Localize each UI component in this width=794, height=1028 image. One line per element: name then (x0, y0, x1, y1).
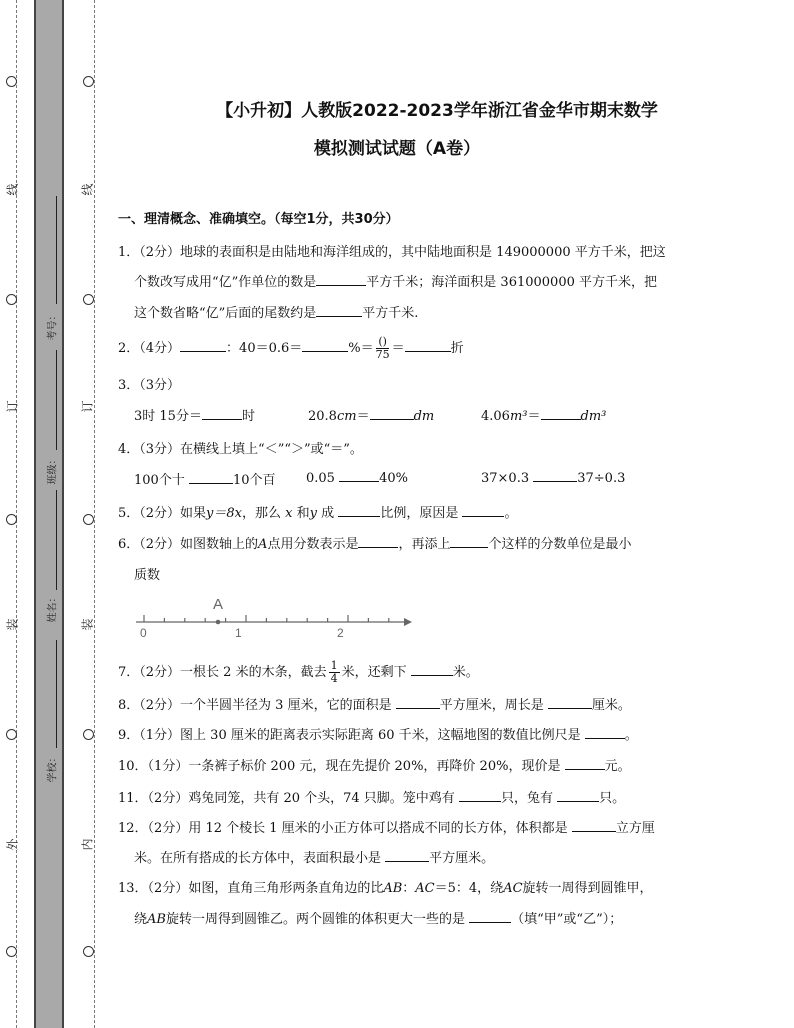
q4-blank-2[interactable] (339, 469, 379, 482)
q4-blank-3[interactable] (533, 469, 577, 482)
q1-line2 (134, 271, 657, 290)
q5-text: 比例，原因是 (380, 506, 459, 521)
field-name-line[interactable] (56, 490, 57, 590)
inner-char-zhuang: 装 (80, 618, 95, 631)
q4-item-b (306, 469, 408, 486)
q4-text: 100个十 (134, 473, 185, 488)
q2-text: 折 (450, 341, 464, 356)
q4-blank-1[interactable] (189, 471, 233, 484)
number-line-arrow-icon (404, 618, 412, 626)
field-school-label: 学校： (47, 752, 59, 783)
q3-text: ＝ (527, 409, 541, 424)
binding-hole (6, 76, 17, 87)
number-line-figure (132, 594, 414, 640)
q9-line (118, 724, 638, 743)
q3-text: 3时 15分＝ (134, 409, 202, 424)
q4-item-c (481, 469, 625, 486)
q13-text: ： (402, 881, 416, 896)
binding-hole (83, 76, 94, 87)
q4-text: 0.05 (306, 471, 335, 486)
axis-label-1: 1 (235, 626, 242, 640)
q2-text: ＝ (391, 341, 405, 356)
point-a-marker (216, 620, 221, 625)
binding-hole (83, 514, 94, 525)
q5-var-y: y (309, 506, 318, 521)
q1-line1: 1．（2分）地球的表面积是由陆地和海洋组成的，其中陆地面积是 149000000 平方千米，把这 (118, 245, 666, 260)
q6-text: 6．（2分）如图数轴上的 (118, 537, 259, 552)
q1-blank-1[interactable] (316, 273, 366, 286)
q8-text: 8．（2分）一个半圆半径为 3 厘米，它的面积是 (118, 698, 392, 713)
q6-line2: 质数 (134, 568, 161, 583)
q3-unit: m³ (509, 409, 528, 424)
q11-line (118, 787, 625, 806)
q3-unit: dm (413, 409, 435, 424)
q13-line1 (118, 877, 653, 896)
q5-text: 。 (504, 506, 518, 521)
q3-text: 时 (241, 409, 255, 424)
q4-text: 37×0.3 (481, 471, 530, 486)
q11-blank-1[interactable] (459, 789, 501, 802)
q10-blank[interactable] (565, 757, 605, 770)
q3-text: 20.8 (308, 409, 337, 424)
q10-text: 10．（1分）一条裤子标价 200 元，现在先提价 20%，再降价 20%，现价是 (118, 759, 561, 774)
q13-blank[interactable] (469, 910, 511, 923)
q2-text: 2．（4分） (118, 341, 181, 356)
q4-text: 10个百 (232, 473, 276, 488)
q12-text: 平方厘米。 (429, 851, 495, 866)
q12-text: 米。在所有搭成的长方体中，表面积最小是 (134, 851, 382, 866)
field-exam-number-line[interactable] (56, 196, 57, 304)
q5-text: 成 (321, 506, 335, 521)
section-header: 一、理清概念、准确填空。（每空1分，共30分） (118, 212, 399, 227)
q5-text: ，那么 (242, 506, 282, 521)
q4-text: 40% (379, 471, 408, 486)
q5-line (118, 502, 517, 521)
q7-frac-den: 4 (330, 672, 338, 685)
binding-hole (83, 294, 94, 305)
q9-text: 9．（1分）图上 30 厘米的距离表示实际距离 60 千米，这幅地图的数值比例尺是 (118, 728, 581, 743)
q10-text: 元。 (604, 759, 631, 774)
q9-blank[interactable] (585, 726, 625, 739)
binding-hole (83, 946, 94, 957)
outer-char-wai: 外 (5, 838, 20, 851)
q8-blank-1[interactable] (396, 696, 440, 709)
q5-equation: y＝8x (206, 506, 242, 521)
q1-text: 这个数省略“亿”后面的尾数约是 (134, 306, 317, 321)
q6-point: A (258, 537, 268, 552)
q6-text: 个这样的分数单位是最小 (488, 537, 632, 552)
q13-text: 旋转一周得到圆锥乙。两个圆锥的体积更大一些的是 (165, 912, 465, 927)
q3-item-b (308, 405, 434, 424)
q5-blank-1[interactable] (338, 504, 380, 517)
q13-var: AB (147, 912, 166, 927)
q2-blank-3[interactable] (405, 339, 451, 352)
page-title-line1: 【小升初】人教版2022-2023学年浙江省金华市期末数学 (216, 101, 658, 121)
axis-label-2: 2 (337, 626, 344, 640)
q12-text: 立方厘 (615, 821, 655, 836)
q7-frac-num: 1 (330, 659, 338, 672)
q1-text: 平方千米. (362, 306, 419, 321)
q7-text: 7．（2分）一根长 2 米的木条，截去 (118, 665, 327, 680)
q5-blank-2[interactable] (462, 504, 504, 517)
q13-text: ＝5：4，绕 (434, 881, 504, 896)
q13-var: AC (415, 881, 435, 896)
field-class-line[interactable] (56, 350, 57, 450)
q7-line (118, 660, 479, 685)
q12-text: 12．（2分）用 12 个棱长 1 厘米的小正方体可以搭成不同的长方体，体积都是 (118, 821, 568, 836)
q12-blank-1[interactable] (572, 819, 616, 832)
binding-hole (6, 294, 17, 305)
q2-fraction (376, 336, 390, 361)
q5-text: 和 (296, 506, 310, 521)
binding-hole (6, 946, 17, 957)
q2-text: %＝ (348, 341, 374, 356)
field-name-label: 姓名： (47, 592, 59, 623)
q3-blank-2[interactable] (370, 407, 414, 420)
q11-blank-2[interactable] (557, 789, 599, 802)
q11-text: 只，兔有 (500, 791, 553, 806)
q5-text: 5．（2分）如果 (118, 506, 207, 521)
q2-frac-den: 75 (375, 348, 390, 361)
q4-head: 4．（3分）在横线上填上“＜”“＞”或“＝”。 (118, 442, 363, 457)
point-a-label: A (213, 596, 224, 613)
q3-text: ＝ (356, 409, 370, 424)
outer-char-zhuang: 装 (5, 618, 20, 631)
q3-unit: cm (336, 409, 357, 424)
q10-line (118, 755, 631, 774)
q7-blank[interactable] (411, 663, 453, 676)
binding-hole (83, 729, 94, 740)
q5-var-x: x (285, 506, 293, 521)
inner-char-xian: 线 (80, 183, 95, 196)
q1-text: 平方千米；海洋面积是 361000000 平方千米，把 (366, 275, 658, 290)
q3-item-a (134, 405, 255, 424)
q9-text: 。 (624, 728, 638, 743)
field-school-line[interactable] (56, 640, 57, 748)
outer-char-xian: 线 (5, 183, 20, 196)
q3-item-c (481, 405, 606, 424)
q13-text: （填“甲”或“乙”）； (511, 912, 623, 927)
q12-line1 (118, 817, 655, 836)
q12-blank-2[interactable] (385, 849, 429, 862)
q3-blank-1[interactable] (202, 407, 242, 420)
q13-text: 绕 (134, 912, 148, 927)
q3-text: 4.06 (481, 409, 510, 424)
q1-text: 个数改写成用“亿”作单位的数是 (134, 275, 317, 290)
binding-hole (6, 514, 17, 525)
q2-frac-num[interactable]: () (378, 335, 387, 348)
outer-char-ding: 订 (5, 400, 20, 413)
q2-line (118, 336, 464, 361)
q3-unit: dm³ (580, 409, 607, 424)
q6-blank-1[interactable] (358, 535, 398, 548)
inner-char-ding: 订 (80, 400, 95, 413)
q13-text: 旋转一周得到圆锥甲， (522, 881, 653, 896)
q2-text: ：40＝0.6＝ (226, 341, 303, 356)
q8-text: 平方厘米，周长是 (439, 698, 544, 713)
q2-blank-1[interactable] (180, 339, 226, 352)
q1-line3 (134, 302, 418, 321)
q1-blank-2[interactable] (316, 304, 362, 317)
inner-char-nei: 内 (80, 838, 95, 851)
q4-item-a (134, 469, 276, 488)
axis-label-0: 0 (140, 626, 147, 640)
q13-var: AC (503, 881, 523, 896)
q13-var: AB (383, 881, 403, 896)
page-title-line2: 模拟测试试题（A卷） (313, 139, 481, 159)
q7-fraction (329, 660, 340, 685)
q3-blank-3[interactable] (541, 407, 581, 420)
q2-blank-2[interactable] (302, 339, 348, 352)
q7-text: 米，还剩下 (341, 665, 407, 680)
q8-line (118, 694, 631, 713)
q6-blank-2[interactable] (450, 535, 488, 548)
q11-text: 只。 (599, 791, 626, 806)
q6-text: 点用分数表示是 (267, 537, 359, 552)
q11-text: 11．（2分）鸡兔同笼，共有 20 个头，74 只脚。笼中鸡有 (118, 791, 455, 806)
q8-text: 厘米。 (591, 698, 631, 713)
q6-text: ，再添上 (398, 537, 451, 552)
q13-line2 (134, 908, 622, 927)
field-class-label: 班级： (47, 454, 59, 485)
number-line-ticks (144, 615, 389, 622)
field-exam-number-label: 考号： (47, 310, 59, 341)
q12-line2 (134, 847, 494, 866)
q6-line1 (118, 533, 631, 552)
q8-blank-2[interactable] (548, 696, 592, 709)
binding-hole (6, 729, 17, 740)
q13-text: 13．（2分）如图，直角三角形两条直角边的比 (118, 881, 384, 896)
q3-head: 3．（3分） (118, 378, 181, 393)
q4-text: 37÷0.3 (577, 471, 626, 486)
q7-text: 米。 (452, 665, 479, 680)
